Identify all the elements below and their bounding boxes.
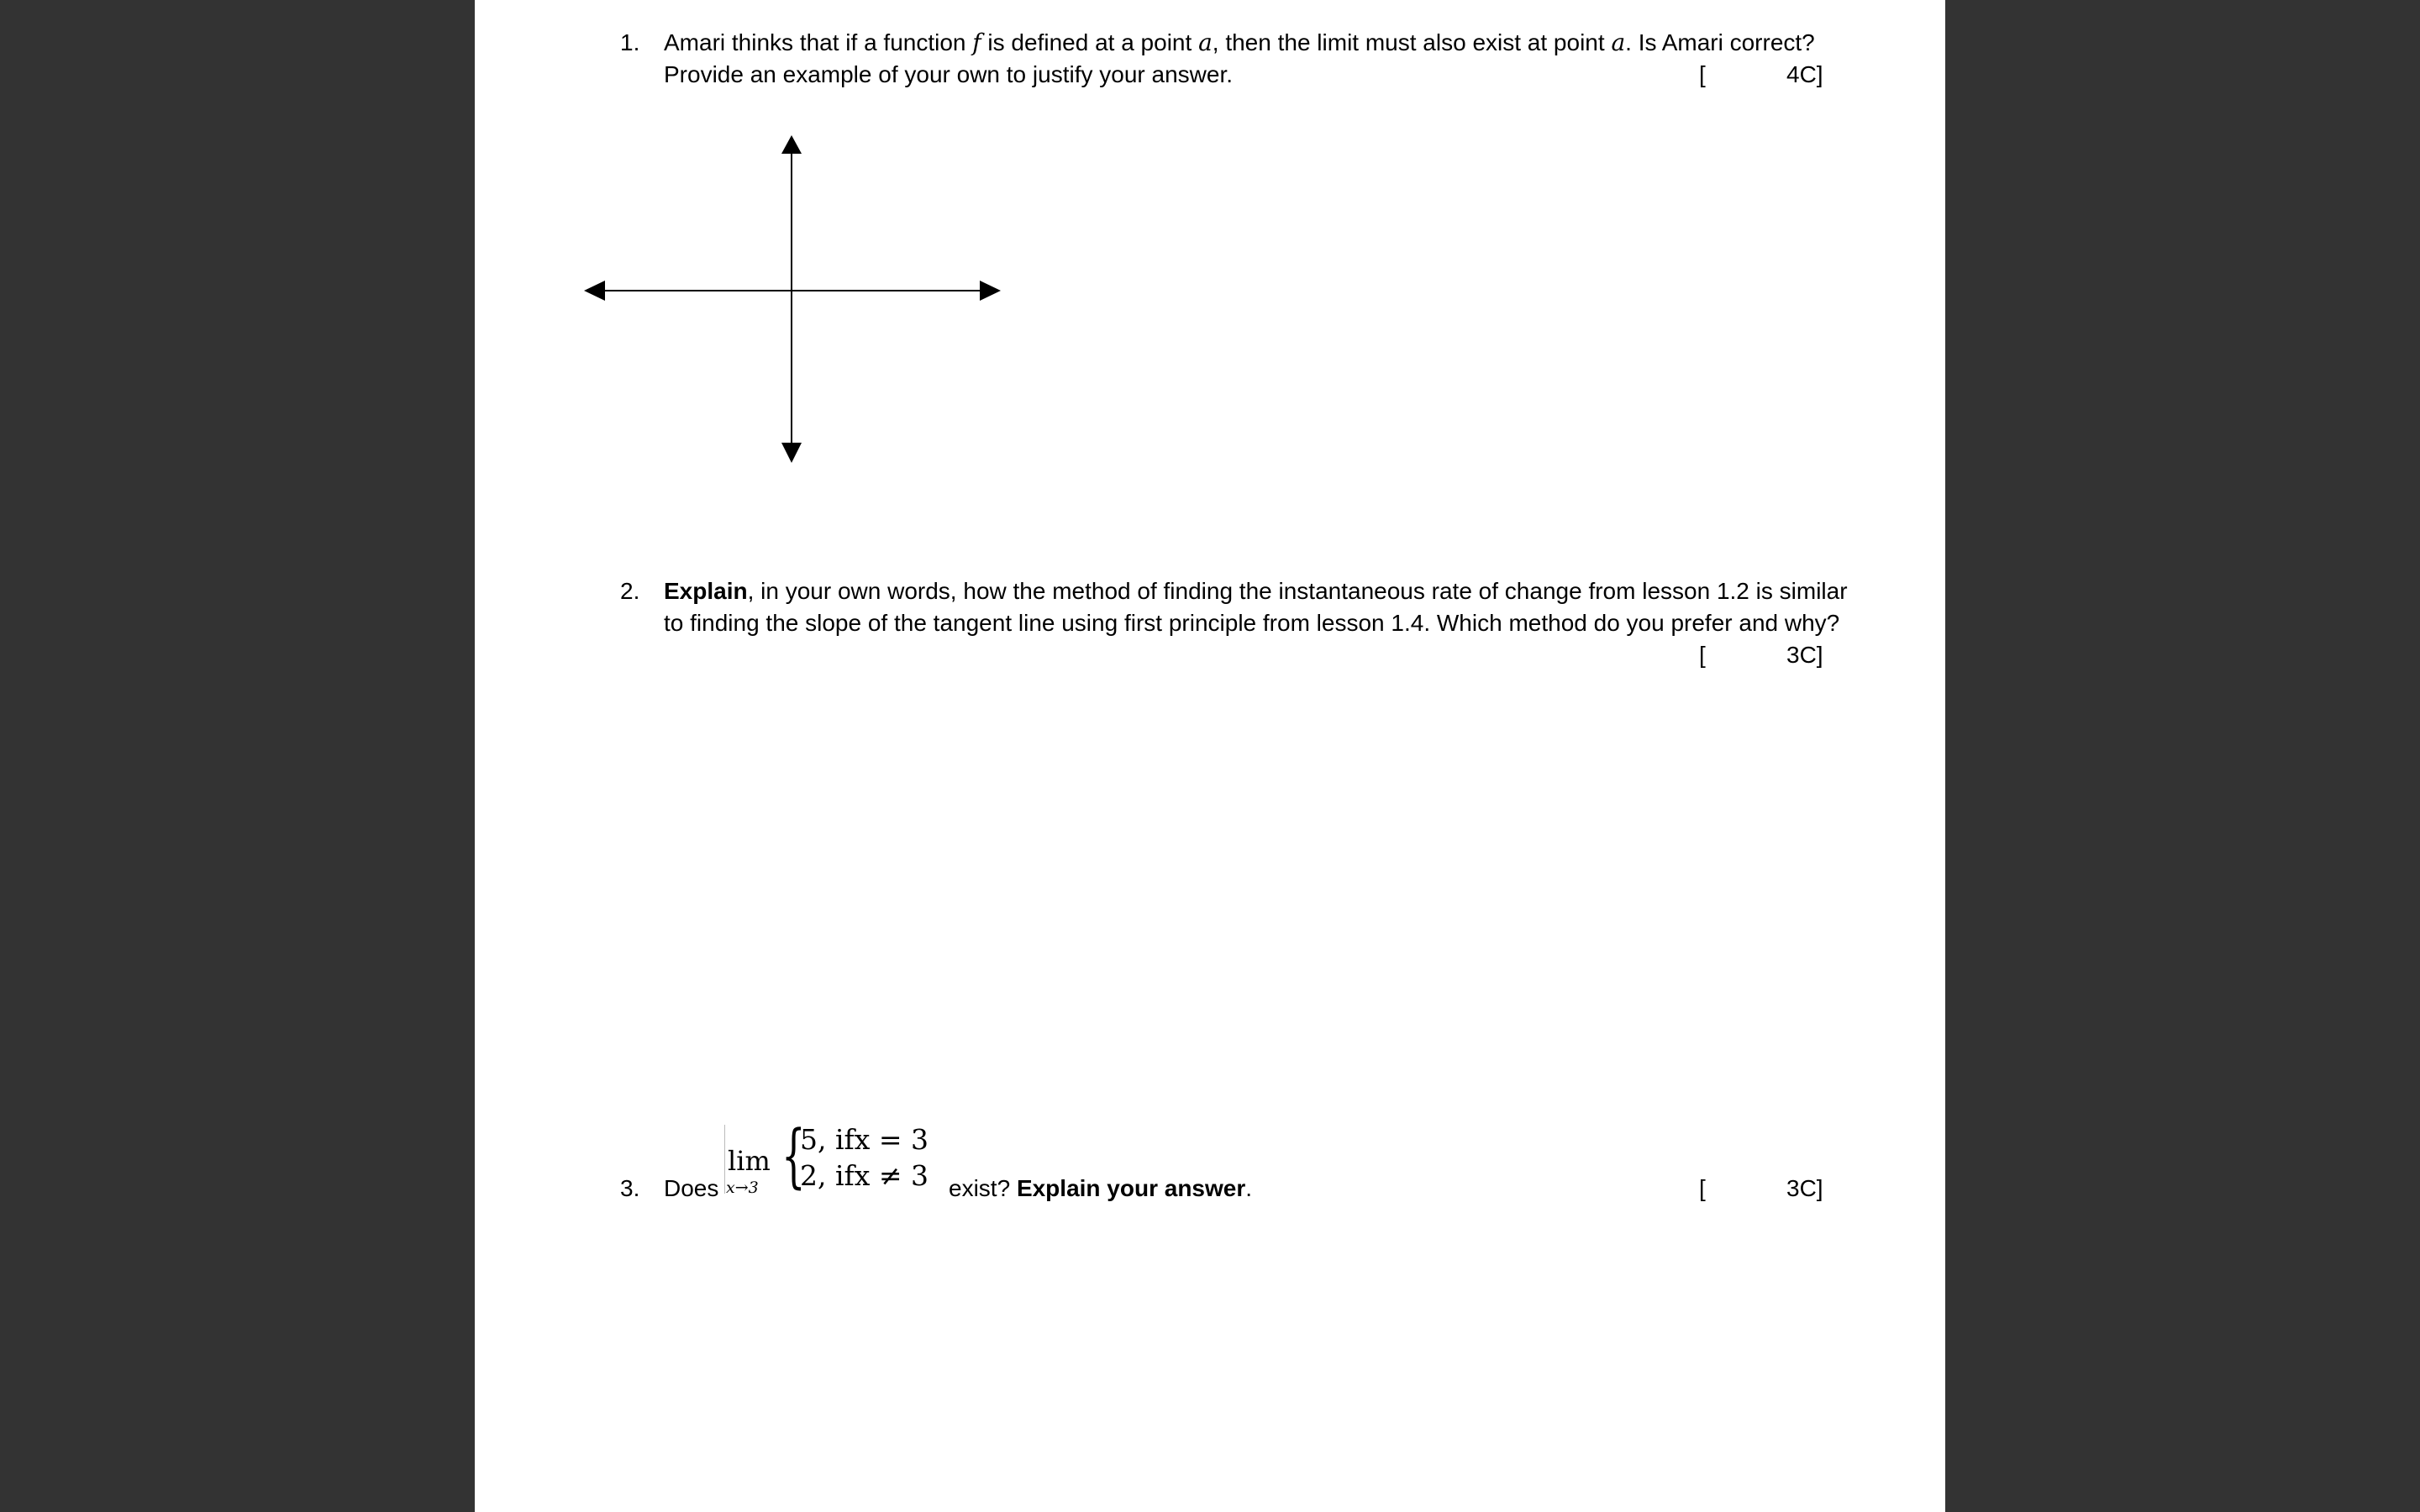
question-1-mark-value: 4C] — [1786, 61, 1823, 87]
x-axis-left-arrow-icon — [584, 281, 605, 301]
blank-coordinate-axes — [584, 130, 1013, 466]
left-brace-icon: { — [781, 1116, 806, 1196]
question-3-line — [0, 1173, 2420, 1206]
question-2-mark-value: 3C] — [1786, 642, 1823, 668]
equation-cursor-bar — [724, 1125, 725, 1194]
question-1-line-1 — [0, 27, 2420, 60]
lim-operator: lim — [728, 1145, 771, 1177]
question-1-number: 1. — [620, 29, 640, 55]
question-2-number: 2. — [620, 578, 640, 604]
question-3-number: 3. — [620, 1175, 640, 1201]
piecewise-case-1: 5, ifx = 3 — [800, 1123, 929, 1156]
piecewise-limit-expression — [724, 1116, 934, 1197]
question-2-line-2 — [0, 607, 2420, 641]
question-1-line-2 — [0, 59, 2420, 92]
question-1-text-line-2: Provide an example of your own to justify your answer. — [664, 61, 1234, 87]
question-1-mark-open: [ — [1699, 61, 1706, 87]
question-1-text: Amari thinks that if a function f is defined at a point a, then the limit must also exist at point a. Is Amari correct? — [664, 29, 1815, 56]
lim-subscript: x→3 — [726, 1179, 759, 1197]
question-3-mark-open: [ — [1699, 1175, 1706, 1201]
question-2-text-line-2: to finding the slope of the tangent line using first principle from lesson 1.4. Which method do you prefer and why? — [664, 610, 1840, 636]
question-2-line-1 — [0, 575, 2420, 609]
question-3-text: exist? Explain your answer. — [949, 1175, 1253, 1201]
red-annotation-mark — [1319, 0, 1466, 2]
question-3-mark-value: 3C] — [1786, 1175, 1823, 1201]
question-2-mark-open: [ — [1699, 642, 1706, 668]
piecewise-case-2: 2, ifx ≠ 3 — [800, 1159, 929, 1192]
y-axis-down-arrow-icon — [781, 443, 802, 463]
x-axis-right-arrow-icon — [980, 281, 1001, 301]
question-2-text: Explain, in your own words, how the method of finding the instantaneous rate of change from lesson 1.2 is similar — [664, 578, 1848, 604]
question-2-mark-line — [0, 639, 2420, 673]
question-3-does: Does — [664, 1175, 719, 1201]
y-axis-up-arrow-icon — [781, 135, 802, 154]
